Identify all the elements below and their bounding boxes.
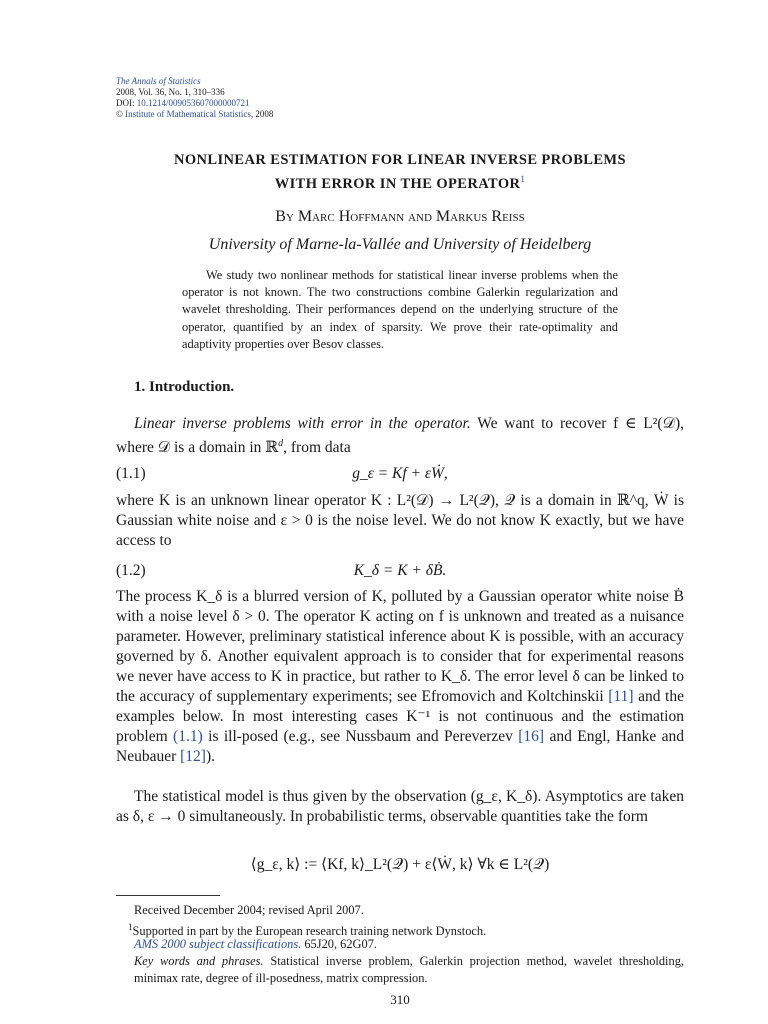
footnote-received: Received December 2004; revised April 2007.: [134, 903, 364, 917]
footnote-rule: [116, 895, 220, 896]
affiliation: University of Marne-la-Vallée and University of Heidelberg: [208, 236, 592, 253]
paragraph-1: Linear inverse problems with error in the operator. We want to recover f ∈ L²(𝒟), where 𝒟 is a domain in ℝ$^d$, from data: [116, 415, 684, 457]
journal-name[interactable]: The Annals of Statistics: [116, 76, 201, 86]
equation-number: (1.1): [116, 465, 146, 482]
journal-copyright: © Institute of Mathematical Statistics, 2008: [116, 109, 274, 119]
paragraph-4: The statistical model is thus given by the observation (g_ε, K_δ). Asymptotics are taken as δ, ε → 0 simultaneously. In probabilistic terms, observable quantities take the form: [116, 788, 684, 825]
footnote-ams: AMS 2000 subject classifications. 65J20, 62G07.: [134, 937, 377, 951]
journal-volume: 2008, Vol. 36, No. 1, 310–336: [116, 87, 225, 97]
footnote-1: $^1$Supported in part by the European research training network Dynstoch.: [128, 922, 487, 939]
paper-title: NONLINEAR ESTIMATION FOR LINEAR INVERSE PROBLEMS WITH ERROR IN THE OPERATOR$^1$: [174, 152, 626, 192]
paragraph-3: The process K_δ is a blurred version of K, polluted by a Gaussian operator white noise Ḃ with a noise level δ > 0. The operator K acting on f is unknown and treated as a nuisance parameter. However, preliminary statistical inference about K is possible, with an accuracy governed by δ. Another equivalent approach is to consider that for experimental reasons we never have access to K in practice, but rather to K_δ. The error level δ can be linked to the accuracy of supplementary experiments; see Efromovich and Koltchinskii [11] and the examples below. In most interesting cases K⁻¹ is not continuous and the estimation problem (1.1) is ill-posed (e.g., see Nussbaum and Pereverzev [16] and Engl, Hanke and Neubauer [12]).: [116, 588, 684, 765]
equation-body: ⟨g_ε, k⟩ := ⟨Kf, k⟩_L²(𝒬) + ε⟨Ẇ, k⟩ ∀k ∈ L²(𝒬): [250, 856, 550, 873]
citation-16[interactable]: [16]: [518, 728, 545, 745]
citation-11[interactable]: [11]: [608, 688, 634, 705]
abstract: We study two nonlinear methods for statistical linear inverse problems when the operator is not known. The two constructions combine Galerkin regularization and wavelet thresholding. Their performances depend on the underlying structure of the operator, quantified by an index of sparsity. We prove their rate-optimality and adaptivity properties over Besov classes.: [182, 268, 618, 351]
journal-info: [116, 76, 273, 120]
equation-body: g_ε = Kf + εẆ,: [352, 465, 448, 482]
ams-link[interactable]: AMS 2000 subject classifications.: [134, 937, 302, 951]
institute-link[interactable]: Institute of Mathematical Statistics: [125, 109, 251, 119]
title-footnote-mark[interactable]: 1: [520, 174, 526, 184]
footnote-keywords: Key words and phrases. Statistical inverse problem, Galerkin projection method, wavelet thresholding, minimax rate, degree of ill-posedness, matrix compression.: [134, 954, 684, 985]
paragraph-2: where K is an unknown linear operator K : L²(𝒟) → L²(𝒬), 𝒬 is a domain in ℝ^q, Ẇ is Gaussian white noise and ε > 0 is the noise level. We do not know K exactly, but we have access to: [116, 492, 684, 549]
citation-12[interactable]: [12]: [180, 748, 206, 765]
journal-doi-line: DOI: 10.1214/009053607000000721: [116, 98, 250, 108]
doi-link[interactable]: 10.1214/009053607000000721: [136, 98, 250, 108]
authors: By Marc Hoffmann and Markus Reiss: [275, 208, 525, 225]
equation-number: (1.2): [116, 562, 146, 579]
equation-ref-1-1[interactable]: (1.1): [173, 728, 203, 745]
section-heading: 1. Introduction.: [134, 379, 235, 395]
equation-body: K_δ = K + δḂ.: [353, 562, 447, 579]
page-number: 310: [390, 992, 410, 1007]
